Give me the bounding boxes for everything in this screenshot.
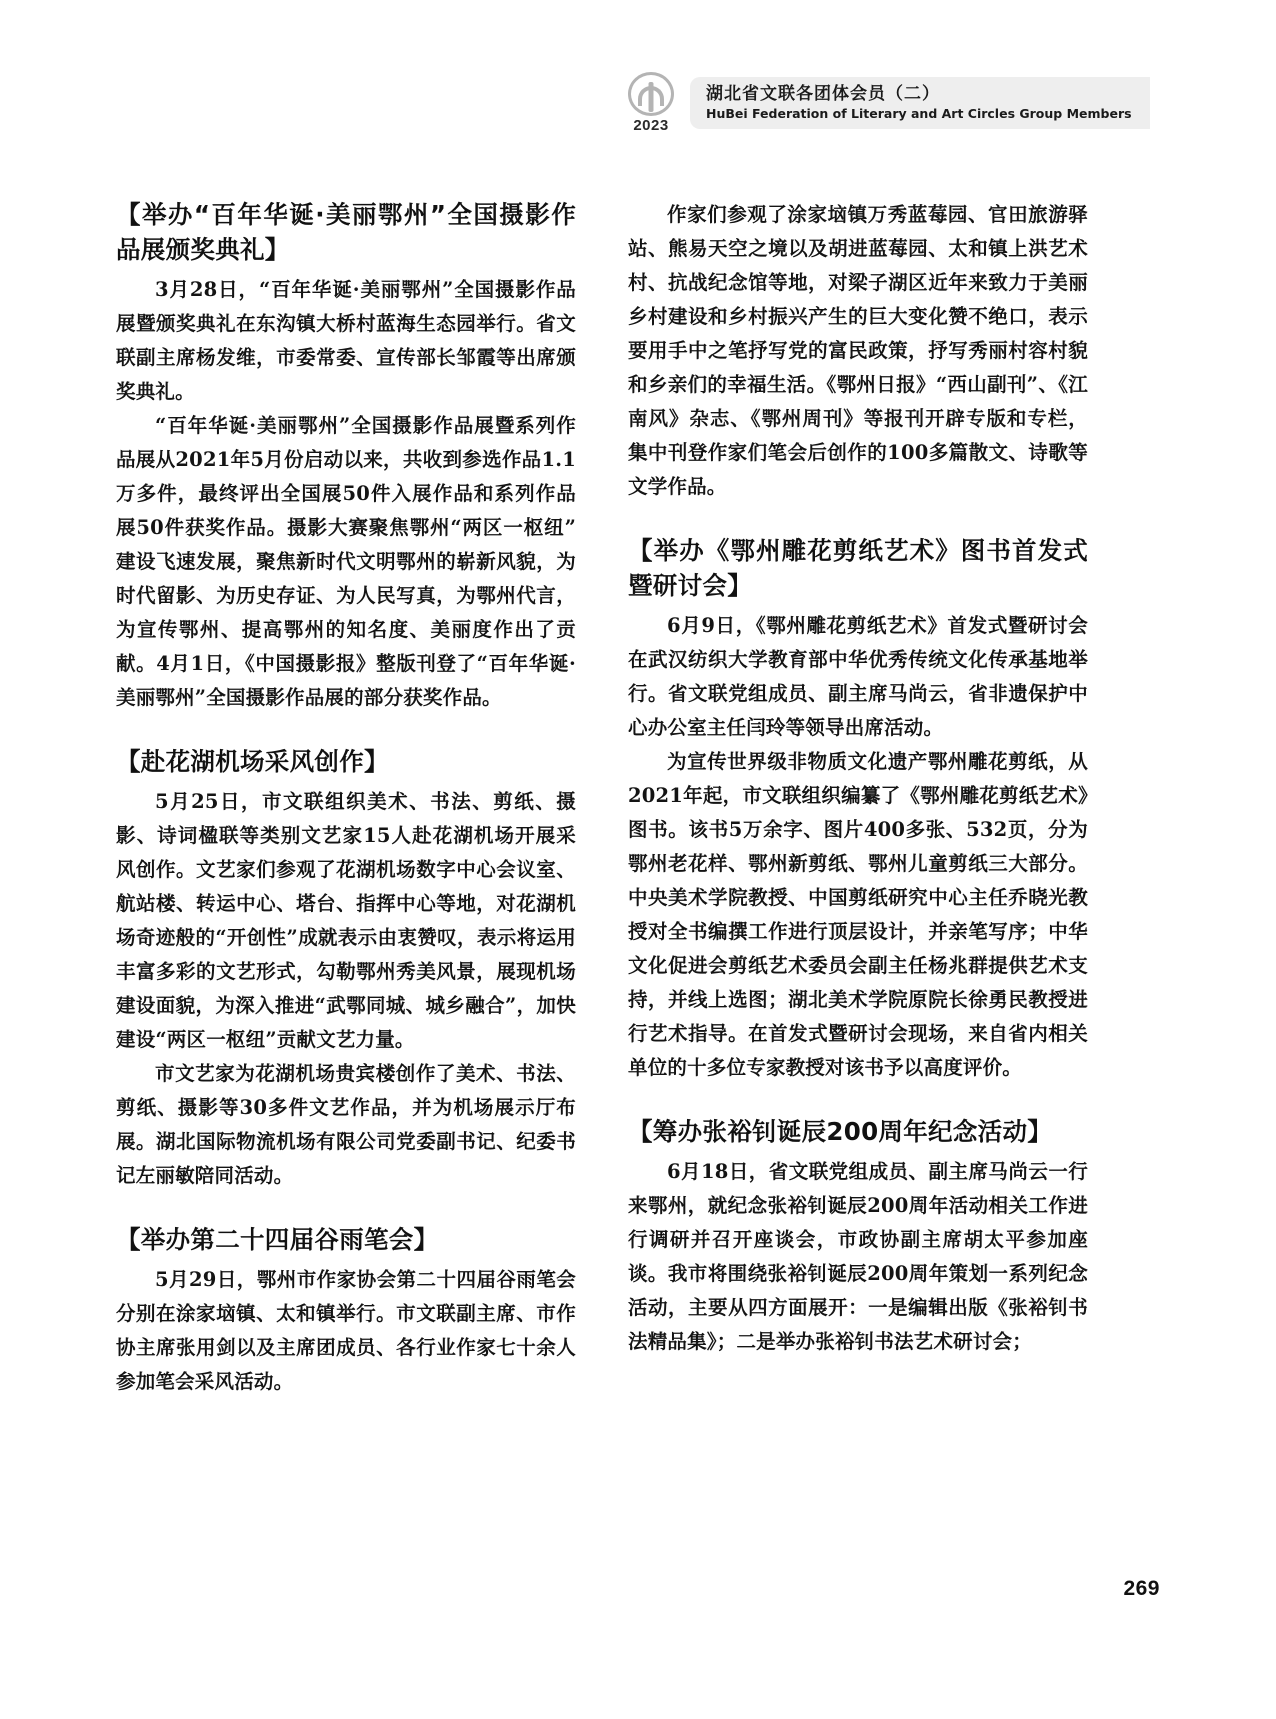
header-title-english: HuBei Federation of Literary and Art Circles Group Members <box>706 106 1132 121</box>
page-number: 269 <box>1123 1577 1160 1600</box>
body-paragraph: 作家们参观了涂家垴镇万秀蓝莓园、官田旅游驿站、熊易天空之境以及胡进蓝莓园、太和镇上洪艺术村、抗战纪念馆等地，对梁子湖区近年来致力于美丽乡村建设和乡村振兴产生的巨大变化赞不绝口，表示要用手中之笔抒写党的富民政策，抒写秀丽村容村貌和乡亲们的幸福生活。《鄂州日报》“西山副刊”、《江南风》杂志、《鄂州周刊》等报刊开辟专版和专栏，集中刊登作家们笔会后创作的100多篇散文、诗歌等文学作品。 <box>628 203 1088 499</box>
right-column <box>628 198 1088 1399</box>
body-paragraph: 5月29日，鄂州市作家协会第二十四届谷雨笔会分别在涂家垴镇、太和镇举行。市文联副主席、市作协主席张用剑以及主席团成员、各行业作家七十余人参加笔会采风活动。 <box>116 1267 576 1393</box>
body-paragraph: 市文艺家为花湖机场贵宾楼创作了美术、书法、剪纸、摄影等30多件文艺作品，并为机场展示厅布展。湖北国际物流机场有限公司党委副书记、纪委书记左丽敏陪同活动。 <box>116 1061 576 1187</box>
body-paragraph: 6月18日，省文联党组成员、副主席马尚云一行来鄂州，就纪念张裕钊诞辰200周年活动相关工作进行调研并召开座谈会，市政协副主席胡太平参加座谈。我市将围绕张裕钊诞辰200周年策划一系列纪念活动，主要从四方面展开：一是编辑出版《张裕钊书法精品集》；二是举办张裕钊书法艺术研讨会； <box>628 1159 1088 1353</box>
section-spacer <box>628 504 1088 534</box>
section-heading: 【筹办张裕钊诞辰200周年纪念活动】 <box>628 1116 1053 1146</box>
torch-circle-logo-icon <box>628 72 674 116</box>
section-heading: 【举办第二十四届谷雨笔会】 <box>116 1224 439 1254</box>
section-heading: 【举办《鄂州雕花剪纸艺术》图书首发式暨研讨会】 <box>628 536 1088 600</box>
section-spacer <box>116 1193 576 1223</box>
body-paragraph: 为宣传世界级非物质文化遗产鄂州雕花剪纸，从2021年起，市文联组织编纂了《鄂州雕花剪纸艺术》图书。该书5万余字、图片400多张、532页，分为鄂州老花样、鄂州新剪纸、鄂州儿童剪纸三大部分。中央美术学院教授、中国剪纸研究中心主任乔晓光教授对全书编撰工作进行顶层设计，并亲笔写序；中华文化促进会剪纸艺术委员会副主任杨兆群提供艺术支持，并线上选图；湖北美术学院原院长徐勇民教授进行艺术指导。在首发式暨研讨会现场，来自省内相关单位的十多位专家教授对该书予以高度评价。 <box>628 749 1088 1079</box>
page-columns <box>116 198 1160 1399</box>
section-spacer <box>116 715 576 745</box>
section-heading: 【赴花湖机场采风创作】 <box>116 746 389 776</box>
body-paragraph: 5月25日，市文联组织美术、书法、剪纸、摄影、诗词楹联等类别文艺家15人赴花湖机场开展采风创作。文艺家们参观了花湖机场数字中心会议室、航站楼、转运中心、塔台、指挥中心等地，对花湖机场奇迹般的“开创性”成就表示由衷赞叹，表示将运用丰富多彩的文艺形式，勾勒鄂州秀美风景，展现机场建设面貌，为深入推进“武鄂同城、城乡融合”，加快建设“两区一枢纽”贡献文艺力量。 <box>116 789 576 1051</box>
left-column <box>116 198 576 1399</box>
section-heading: 【举办“百年华诞·美丽鄂州”全国摄影作品展颁奖典礼】 <box>116 200 576 264</box>
header-logo <box>620 72 682 134</box>
logo-year-label: 2023 <box>633 117 669 134</box>
header-title-band <box>690 77 1150 129</box>
header-title-chinese: 湖北省文联各团体会员（二） <box>706 83 940 104</box>
page-header <box>620 72 1150 134</box>
body-paragraph: 6月9日，《鄂州雕花剪纸艺术》首发式暨研讨会在武汉纺织大学教育部中华优秀传统文化传承基地举行。省文联党组成员、副主席马尚云，省非遗保护中心办公室主任闫玲等领导出席活动。 <box>628 613 1088 739</box>
section-spacer <box>628 1085 1088 1115</box>
body-paragraph: 3月28日，“百年华诞·美丽鄂州”全国摄影作品展暨颁奖典礼在东沟镇大桥村蓝海生态园举行。省文联副主席杨发维，市委常委、宣传部长邹霞等出席颁奖典礼。 <box>116 277 576 403</box>
body-paragraph: “百年华诞·美丽鄂州”全国摄影作品展暨系列作品展从2021年5月份启动以来，共收到参选作品1.1万多件，最终评出全国展50件入展作品和系列作品展50件获奖作品。摄影大赛聚焦鄂州“两区一枢纽”建设飞速发展，聚焦新时代文明鄂州的崭新风貌，为时代留影、为历史存证、为人民写真，为鄂州代言，为宣传鄂州、提高鄂州的知名度、美丽度作出了贡献。4月1日，《中国摄影报》整版刊登了“百年华诞·美丽鄂州”全国摄影作品展的部分获奖作品。 <box>116 413 576 709</box>
